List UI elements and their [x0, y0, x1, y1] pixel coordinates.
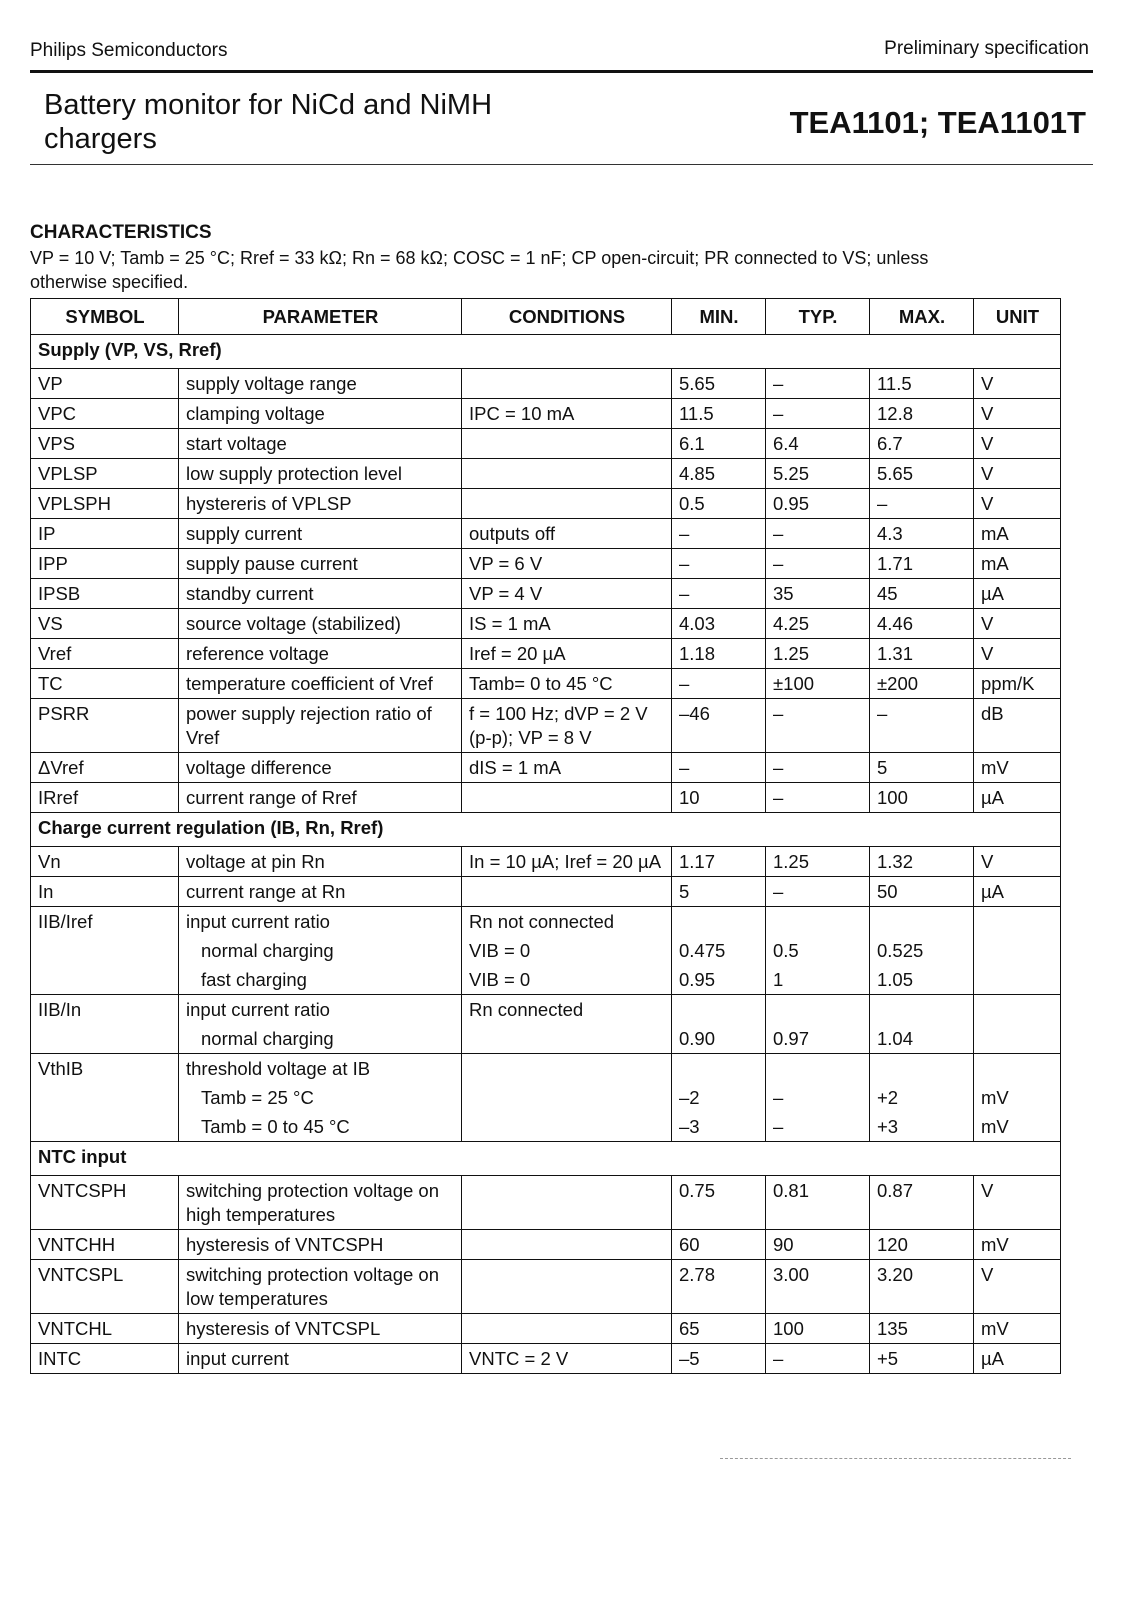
cell-conditions [462, 1314, 672, 1344]
cell-min: –46 [672, 699, 766, 753]
cell-typ [766, 907, 870, 937]
table-row [31, 1260, 1061, 1314]
cell-symbol [31, 1112, 179, 1142]
cell-symbol: IPSB [31, 579, 179, 609]
table-row [31, 753, 1061, 783]
cell-typ [766, 1054, 870, 1084]
cell-symbol: IP [31, 519, 179, 549]
cell-parameter: input current ratio [179, 907, 462, 937]
cell-max: 120 [870, 1230, 974, 1260]
cell-conditions: VP = 4 V [462, 579, 672, 609]
cell-symbol: VS [31, 609, 179, 639]
cell-typ: 6.4 [766, 429, 870, 459]
cell-min: 4.03 [672, 609, 766, 639]
cell-conditions: IS = 1 mA [462, 609, 672, 639]
cell-max: 11.5 [870, 369, 974, 399]
cell-conditions [462, 1112, 672, 1142]
cell-typ: – [766, 1083, 870, 1112]
cell-parameter: fast charging [179, 965, 462, 995]
cell-symbol: VNTCHH [31, 1230, 179, 1260]
cell-unit [974, 995, 1061, 1025]
cell-min: 1.18 [672, 639, 766, 669]
cell-typ: – [766, 699, 870, 753]
title-line-2: chargers [44, 123, 157, 155]
cell-min: 0.75 [672, 1176, 766, 1230]
cell-typ: – [766, 783, 870, 813]
cell-parameter: switching protection voltage on low temperatures [179, 1260, 462, 1314]
cell-min: 4.85 [672, 459, 766, 489]
cell-conditions: Tamb= 0 to 45 °C [462, 669, 672, 699]
cell-symbol: VPC [31, 399, 179, 429]
table-row [31, 995, 1061, 1025]
cell-parameter: standby current [179, 579, 462, 609]
cell-parameter: supply current [179, 519, 462, 549]
cell-conditions: VP = 6 V [462, 549, 672, 579]
cell-unit [974, 936, 1061, 965]
cell-parameter: reference voltage [179, 639, 462, 669]
cell-typ: 0.5 [766, 936, 870, 965]
cell-typ: – [766, 1344, 870, 1374]
table-row [31, 1344, 1061, 1374]
cell-unit: V [974, 399, 1061, 429]
table-row [31, 936, 1061, 965]
cell-max: +3 [870, 1112, 974, 1142]
cell-typ [766, 995, 870, 1025]
cell-max: 1.05 [870, 965, 974, 995]
cell-max: 1.04 [870, 1024, 974, 1054]
cell-min: – [672, 579, 766, 609]
document-type: Preliminary specification [884, 38, 1089, 59]
cell-parameter: threshold voltage at IB [179, 1054, 462, 1084]
cell-min: –3 [672, 1112, 766, 1142]
table-row [31, 429, 1061, 459]
cell-symbol: VthIB [31, 1054, 179, 1084]
cell-conditions [462, 1176, 672, 1230]
cell-unit: dB [974, 699, 1061, 753]
cell-typ: 5.25 [766, 459, 870, 489]
header-rule [30, 70, 1093, 73]
cell-max: 1.32 [870, 847, 974, 877]
cell-max: 5.65 [870, 459, 974, 489]
cell-conditions: dIS = 1 mA [462, 753, 672, 783]
table-row [31, 1230, 1061, 1260]
cell-max [870, 1054, 974, 1084]
table-row [31, 1024, 1061, 1054]
table-row [31, 639, 1061, 669]
table-row [31, 519, 1061, 549]
cell-unit: mA [974, 519, 1061, 549]
cell-symbol: In [31, 877, 179, 907]
cell-symbol [31, 1083, 179, 1112]
cell-min: 0.5 [672, 489, 766, 519]
cell-unit [974, 1054, 1061, 1084]
cell-unit: V [974, 1176, 1061, 1230]
cell-typ: – [766, 753, 870, 783]
cell-parameter: current range at Rn [179, 877, 462, 907]
cell-min: 65 [672, 1314, 766, 1344]
cell-max: 12.8 [870, 399, 974, 429]
cell-typ: 100 [766, 1314, 870, 1344]
cell-min [672, 995, 766, 1025]
cell-min: –5 [672, 1344, 766, 1374]
header-symbol: SYMBOL [31, 299, 179, 335]
cell-unit [974, 907, 1061, 937]
table-row [31, 907, 1061, 937]
cell-max: 45 [870, 579, 974, 609]
cell-conditions [462, 489, 672, 519]
cell-symbol [31, 936, 179, 965]
cell-conditions [462, 1230, 672, 1260]
cell-conditions: Rn connected [462, 995, 672, 1025]
cell-unit: V [974, 639, 1061, 669]
cell-conditions: Rn not connected [462, 907, 672, 937]
cell-unit: V [974, 459, 1061, 489]
table-group-row [31, 813, 1061, 847]
cell-typ: – [766, 549, 870, 579]
group-title: Supply (VP, VS, Rref) [31, 335, 1061, 369]
cell-parameter: input current [179, 1344, 462, 1374]
table-row [31, 1083, 1061, 1112]
cell-conditions: IPC = 10 mA [462, 399, 672, 429]
table-row [31, 965, 1061, 995]
cell-unit [974, 1024, 1061, 1054]
cell-min: 5.65 [672, 369, 766, 399]
title-rule [30, 164, 1093, 165]
cell-min: 0.475 [672, 936, 766, 965]
cell-symbol: VPLSP [31, 459, 179, 489]
cell-unit: mV [974, 1112, 1061, 1142]
cell-max: 6.7 [870, 429, 974, 459]
title-line-1: Battery monitor for NiCd and NiMH [44, 89, 493, 121]
cell-max [870, 907, 974, 937]
company-name: Philips Semiconductors [30, 40, 228, 61]
group-title: Charge current regulation (IB, Rn, Rref) [31, 813, 1061, 847]
cell-unit: V [974, 429, 1061, 459]
cell-conditions: VNTC = 2 V [462, 1344, 672, 1374]
cell-symbol [31, 965, 179, 995]
cell-symbol: TC [31, 669, 179, 699]
cell-unit: mV [974, 1230, 1061, 1260]
cell-typ: – [766, 369, 870, 399]
table-row [31, 459, 1061, 489]
cell-parameter: normal charging [179, 936, 462, 965]
cell-conditions [462, 369, 672, 399]
footer-rule [720, 1458, 1071, 1459]
cell-unit: V [974, 489, 1061, 519]
part-number: TEA1101; TEA1101T [789, 105, 1086, 140]
cell-symbol: ΔVref [31, 753, 179, 783]
cell-conditions [462, 1024, 672, 1054]
cell-symbol: IRref [31, 783, 179, 813]
section-conditions: VP = 10 V; Tamb = 25 °C; Rref = 33 kΩ; Rn = 68 kΩ; COSC = 1 nF; CP open-circuit; PR connected to VS; unless otherwise specified. [30, 248, 929, 292]
cell-unit: V [974, 847, 1061, 877]
cell-symbol: VNTCSPL [31, 1260, 179, 1314]
cell-symbol: Vref [31, 639, 179, 669]
document-title [44, 88, 564, 156]
cell-conditions [462, 1083, 672, 1112]
table-row [31, 579, 1061, 609]
characteristics-table [30, 298, 1061, 1374]
cell-unit: V [974, 369, 1061, 399]
cell-typ: 35 [766, 579, 870, 609]
cell-symbol: Vn [31, 847, 179, 877]
table-header-row [31, 299, 1061, 335]
cell-symbol: VPS [31, 429, 179, 459]
cell-max: +5 [870, 1344, 974, 1374]
cell-parameter: supply voltage range [179, 369, 462, 399]
cell-min [672, 907, 766, 937]
cell-typ: – [766, 519, 870, 549]
cell-conditions: VIB = 0 [462, 936, 672, 965]
cell-max: – [870, 489, 974, 519]
cell-symbol [31, 1024, 179, 1054]
section-title: CHARACTERISTICS [30, 222, 212, 243]
cell-conditions [462, 429, 672, 459]
table-group-row [31, 335, 1061, 369]
cell-typ: 90 [766, 1230, 870, 1260]
table-row [31, 669, 1061, 699]
cell-max: 1.71 [870, 549, 974, 579]
cell-max: 4.3 [870, 519, 974, 549]
cell-parameter: start voltage [179, 429, 462, 459]
cell-conditions: Iref = 20 µA [462, 639, 672, 669]
cell-max: 0.87 [870, 1176, 974, 1230]
cell-unit: mV [974, 1083, 1061, 1112]
cell-typ: – [766, 1112, 870, 1142]
cell-conditions: VIB = 0 [462, 965, 672, 995]
cell-max: – [870, 699, 974, 753]
cell-parameter: normal charging [179, 1024, 462, 1054]
cell-min: 60 [672, 1230, 766, 1260]
cell-symbol: VP [31, 369, 179, 399]
cell-unit: V [974, 1260, 1061, 1314]
cell-max [870, 995, 974, 1025]
cell-unit: ppm/K [974, 669, 1061, 699]
cell-typ: 0.97 [766, 1024, 870, 1054]
cell-parameter: temperature coefficient of Vref [179, 669, 462, 699]
cell-unit [974, 965, 1061, 995]
cell-typ: ±100 [766, 669, 870, 699]
cell-conditions: outputs off [462, 519, 672, 549]
table-row [31, 1314, 1061, 1344]
cell-unit: µA [974, 783, 1061, 813]
cell-min [672, 1054, 766, 1084]
cell-unit: µA [974, 579, 1061, 609]
cell-max: 5 [870, 753, 974, 783]
cell-max: 4.46 [870, 609, 974, 639]
cell-parameter: voltage difference [179, 753, 462, 783]
table-row [31, 1112, 1061, 1142]
cell-min: – [672, 549, 766, 579]
cell-typ: – [766, 399, 870, 429]
cell-parameter: source voltage (stabilized) [179, 609, 462, 639]
cell-typ: 4.25 [766, 609, 870, 639]
cell-parameter: current range of Rref [179, 783, 462, 813]
cell-min: 11.5 [672, 399, 766, 429]
cell-min: 2.78 [672, 1260, 766, 1314]
cell-parameter: hysteresis of VNTCSPH [179, 1230, 462, 1260]
cell-unit: V [974, 609, 1061, 639]
cell-typ: 3.00 [766, 1260, 870, 1314]
header-unit: UNIT [974, 299, 1061, 335]
cell-unit: mV [974, 1314, 1061, 1344]
cell-min: 0.90 [672, 1024, 766, 1054]
table-body [31, 335, 1061, 1374]
header-typ: TYP. [766, 299, 870, 335]
table-row [31, 847, 1061, 877]
cell-conditions [462, 459, 672, 489]
table-row [31, 783, 1061, 813]
cell-max: 0.525 [870, 936, 974, 965]
cell-conditions [462, 1260, 672, 1314]
cell-min: 5 [672, 877, 766, 907]
cell-max: +2 [870, 1083, 974, 1112]
cell-symbol: VNTCSPH [31, 1176, 179, 1230]
header-max: MAX. [870, 299, 974, 335]
table-row [31, 369, 1061, 399]
cell-parameter: Tamb = 0 to 45 °C [179, 1112, 462, 1142]
cell-parameter: power supply rejection ratio of Vref [179, 699, 462, 753]
cell-min: 0.95 [672, 965, 766, 995]
cell-symbol: INTC [31, 1344, 179, 1374]
table-row [31, 877, 1061, 907]
group-title: NTC input [31, 1142, 1061, 1176]
cell-unit: µA [974, 1344, 1061, 1374]
cell-max: 3.20 [870, 1260, 974, 1314]
cell-symbol: VNTCHL [31, 1314, 179, 1344]
cell-max: 135 [870, 1314, 974, 1344]
cell-max: 100 [870, 783, 974, 813]
header-min: MIN. [672, 299, 766, 335]
table-row [31, 489, 1061, 519]
table-row [31, 1176, 1061, 1230]
cell-conditions [462, 877, 672, 907]
cell-min: – [672, 753, 766, 783]
cell-unit: mA [974, 549, 1061, 579]
cell-min: – [672, 669, 766, 699]
cell-typ: 1 [766, 965, 870, 995]
cell-max: 50 [870, 877, 974, 907]
table-row [31, 699, 1061, 753]
cell-conditions [462, 1054, 672, 1084]
cell-parameter: supply pause current [179, 549, 462, 579]
cell-parameter: clamping voltage [179, 399, 462, 429]
cell-parameter: Tamb = 25 °C [179, 1083, 462, 1112]
cell-typ: 0.81 [766, 1176, 870, 1230]
cell-min: –2 [672, 1083, 766, 1112]
header-conditions: CONDITIONS [462, 299, 672, 335]
cell-unit: µA [974, 877, 1061, 907]
cell-parameter: switching protection voltage on high temperatures [179, 1176, 462, 1230]
cell-symbol: IPP [31, 549, 179, 579]
cell-conditions [462, 783, 672, 813]
cell-typ: 1.25 [766, 639, 870, 669]
header-parameter: PARAMETER [179, 299, 462, 335]
cell-symbol: PSRR [31, 699, 179, 753]
cell-typ: 1.25 [766, 847, 870, 877]
table-row [31, 1054, 1061, 1084]
cell-parameter: low supply protection level [179, 459, 462, 489]
cell-max: 1.31 [870, 639, 974, 669]
cell-symbol: IIB/In [31, 995, 179, 1025]
cell-symbol: VPLSPH [31, 489, 179, 519]
cell-unit: mV [974, 753, 1061, 783]
cell-max: ±200 [870, 669, 974, 699]
table-row [31, 549, 1061, 579]
cell-min: – [672, 519, 766, 549]
cell-parameter: voltage at pin Rn [179, 847, 462, 877]
cell-conditions: f = 100 Hz; dVP = 2 V (p-p); VP = 8 V [462, 699, 672, 753]
cell-min: 6.1 [672, 429, 766, 459]
cell-symbol: IIB/Iref [31, 907, 179, 937]
table-group-row [31, 1142, 1061, 1176]
table-row [31, 609, 1061, 639]
cell-parameter: hysteresis of VNTCSPL [179, 1314, 462, 1344]
cell-typ: 0.95 [766, 489, 870, 519]
cell-typ: – [766, 877, 870, 907]
cell-parameter: input current ratio [179, 995, 462, 1025]
cell-min: 1.17 [672, 847, 766, 877]
cell-conditions: In = 10 µA; Iref = 20 µA [462, 847, 672, 877]
cell-parameter: hystereris of VPLSP [179, 489, 462, 519]
table-row [31, 399, 1061, 429]
cell-min: 10 [672, 783, 766, 813]
